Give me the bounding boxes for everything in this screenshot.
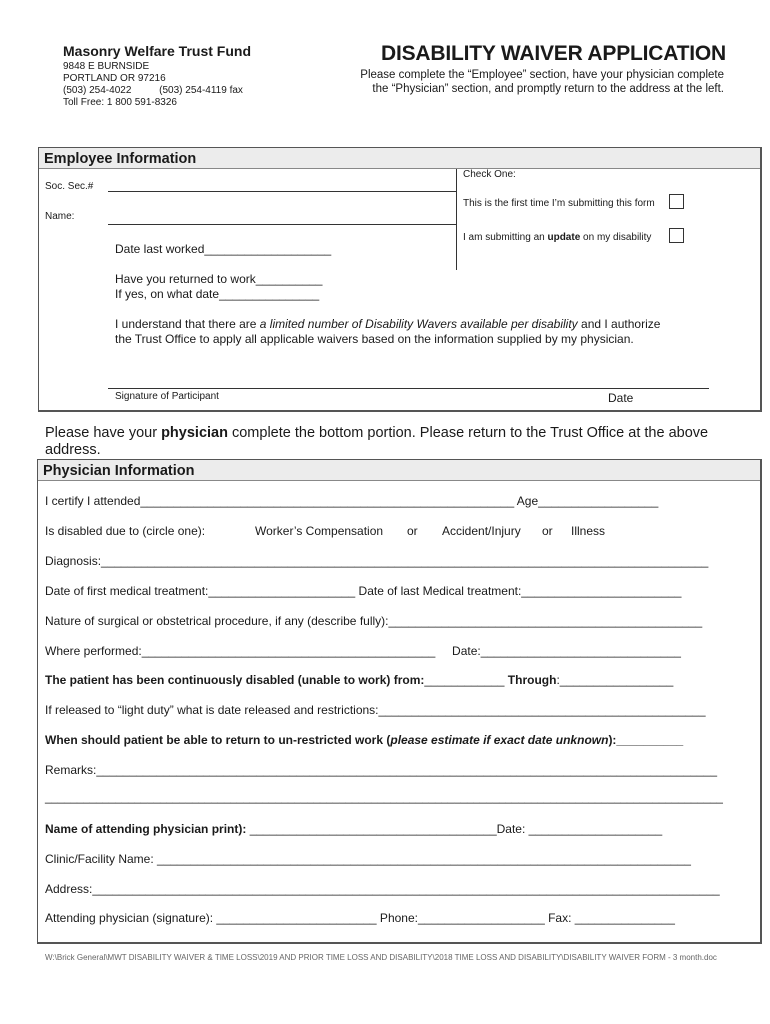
authorization-italic: a limited number of Disability Wavers available per disability	[259, 317, 578, 331]
option-workers-comp[interactable]: Worker’s Compensation	[255, 524, 384, 538]
remarks-continued-field[interactable]: __________________________________________________________________________________________________________	[45, 792, 723, 804]
check-one-divider	[456, 169, 457, 270]
returned-to-work-field[interactable]: Have you returned to work__________	[115, 272, 323, 286]
option-accident-injury[interactable]: Accident/Injury	[442, 524, 521, 538]
or-separator-2: or	[542, 524, 553, 538]
continuously-disabled-field[interactable]	[45, 673, 673, 687]
footer-file-path: W:\Brick General\MWT DISABILITY WAIVER & TIME LOSS\2019 AND PRIOR TIME LOSS AND DISABILITY\2018 TIME LOSS AND DISABILITY\DISABILITY WAIVER FORM - 3 month.doc	[45, 953, 717, 962]
physician-section-heading: Physician Information	[38, 460, 760, 481]
physician-name-field[interactable]	[45, 822, 662, 836]
form-title: DISABILITY WAIVER APPLICATION	[381, 42, 726, 65]
physician-instructions-bold: physician	[161, 425, 228, 441]
light-duty-field[interactable]: If released to “light duty” what is date released and restrictions:_________________________________________________	[45, 703, 706, 717]
if-yes-date-field[interactable]: If yes, on what date_______________	[115, 287, 320, 301]
option-update-bold: update	[547, 232, 581, 243]
procedure-field[interactable]: Nature of surgical or obstetrical procedure, if any (describe fully):_______________________________________________	[45, 614, 703, 628]
option-update-prefix: I am submitting an	[463, 232, 548, 243]
authorization-suffix: and I authorize	[577, 317, 661, 331]
option-update-label	[463, 232, 651, 243]
physician-name-label: Name of attending physician print):	[45, 822, 250, 836]
ssn-field[interactable]	[108, 191, 456, 192]
org-address-city: PORTLAND OR 97216	[63, 73, 166, 84]
return-to-work-field[interactable]	[45, 733, 683, 747]
employee-section	[38, 147, 762, 412]
org-phone-fax: (503) 254-4022 (503) 254-4119 fax	[63, 85, 243, 96]
continuously-disabled-label: The patient has been continuously disabled (unable to work) from:	[45, 673, 425, 687]
signature-date-label: Date	[608, 391, 634, 405]
through-label: Through	[507, 673, 557, 687]
or-separator-1: or	[407, 524, 418, 538]
physician-instructions	[45, 425, 725, 459]
return-to-work-label: When should patient be able to return to un-restricted work (	[45, 733, 391, 747]
form-instructions-line2: the “Physician” section, and promptly return to the address at the left.	[372, 83, 724, 95]
attended-age-field[interactable]: I certify I attended________________________________________________________ Age__________________	[45, 494, 659, 508]
signature-line[interactable]	[108, 388, 709, 389]
where-performed-field[interactable]: Where performed:____________________________________________ Date:______________________________	[45, 644, 681, 658]
authorization-prefix: I understand that there are	[115, 317, 260, 331]
authorization-line2: the Trust Office to apply all applicable waivers based on the information supplied by my physician.	[115, 332, 634, 346]
option-first-time-label: This is the first time I’m submitting this form	[463, 198, 655, 209]
org-toll-free: Toll Free: 1 800 591-8326	[63, 97, 177, 108]
from-blank: ____________	[424, 673, 508, 687]
return-to-work-blank: ):__________	[608, 733, 684, 747]
option-update-suffix: on my disability	[580, 232, 652, 243]
name-label: Name:	[45, 211, 75, 222]
physician-instructions-suffix: complete the bottom portion. Please return to the Trust Office at the above address.	[45, 425, 709, 458]
check-one-label: Check One:	[463, 169, 516, 180]
remarks-field[interactable]: Remarks:_____________________________________________________________________________________________	[45, 763, 718, 777]
org-name: Masonry Welfare Trust Fund	[63, 43, 251, 59]
update-checkbox[interactable]	[669, 228, 684, 243]
address-field[interactable]: Address:______________________________________________________________________________________________	[45, 882, 720, 896]
physician-signature-field[interactable]: Attending physician (signature): ________________________ Phone:___________________ Fax: _______________	[45, 911, 675, 925]
through-blank: :_________________	[556, 673, 674, 687]
physician-instructions-prefix: Please have your	[45, 425, 162, 441]
return-to-work-italic: please estimate if exact date unknown	[390, 733, 609, 747]
diagnosis-field[interactable]: Diagnosis:___________________________________________________________________________________________	[45, 554, 709, 568]
form-instructions	[360, 68, 724, 96]
clinic-field[interactable]: Clinic/Facility Name: ________________________________________________________________________________	[45, 852, 691, 866]
org-address-street: 9848 E BURNSIDE	[63, 61, 150, 72]
physician-name-blank: _____________________________________Date: ____________________	[249, 822, 663, 836]
treatment-dates-field[interactable]: Date of first medical treatment:______________________ Date of last Medical treatment:________________________	[45, 584, 682, 598]
first-time-checkbox[interactable]	[669, 194, 684, 209]
ssn-label: Soc. Sec.#	[45, 181, 94, 192]
form-instructions-line1: Please complete the “Employee” section, have your physician complete	[360, 69, 724, 81]
disabled-due-label: Is disabled due to (circle one):	[45, 524, 206, 538]
employee-section-heading: Employee Information	[39, 148, 760, 169]
date-last-worked-field[interactable]: Date last worked___________________	[115, 242, 332, 256]
authorization-line1	[115, 317, 660, 331]
name-field[interactable]	[108, 224, 456, 225]
signature-label: Signature of Participant	[115, 391, 219, 402]
option-illness[interactable]: Illness	[571, 524, 606, 538]
